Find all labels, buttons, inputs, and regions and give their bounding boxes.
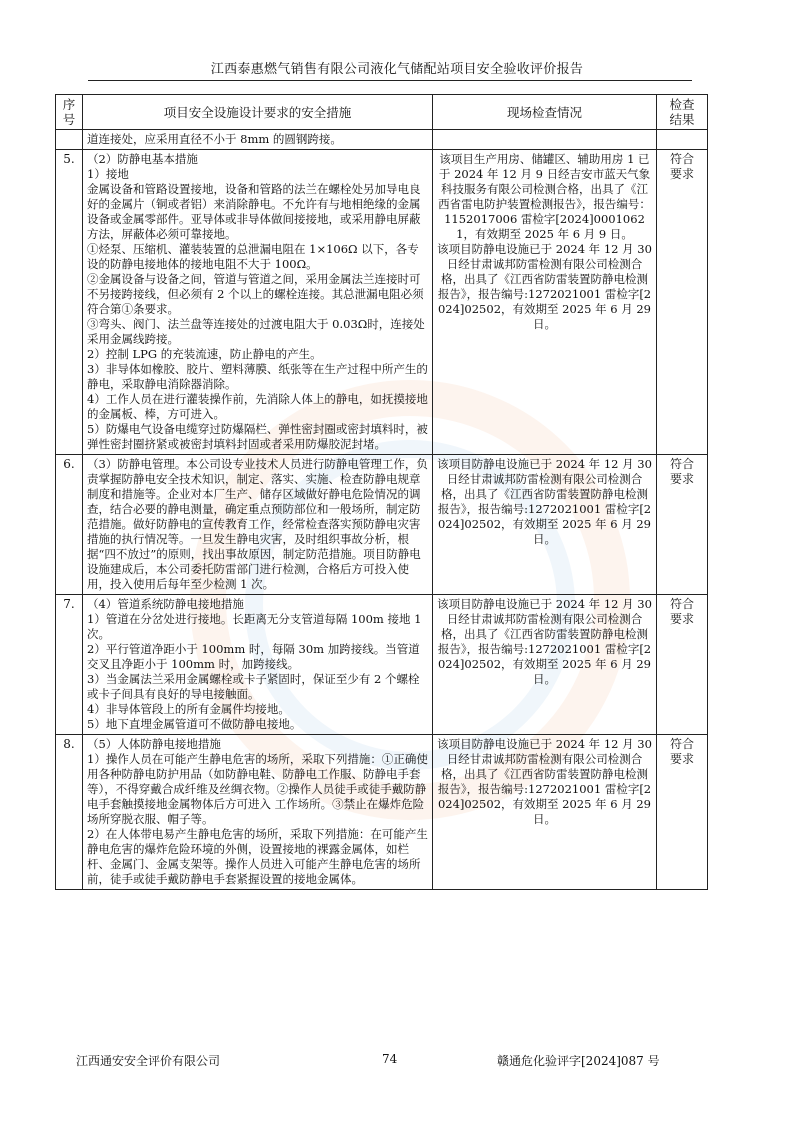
result-cell: 符合 要求	[657, 455, 708, 595]
footer-company: 江西通安安全评价有限公司	[76, 1054, 221, 1068]
header-rule	[88, 80, 692, 81]
footer-report-code: 赣通危化验评字[2024]087 号	[497, 1054, 660, 1068]
row-number: 6.	[56, 455, 83, 595]
measure-cell: （2）防静电基本措施 1）接地 金属设备和管路设置接地，设备和管路的法兰在螺栓处另加导电良好的金属片（铜或者铝）来消除静电。不允许有与地相绝缘的金属设备或金属零部件。亚导体或非导体做间接接地，或采用静电屏蔽方法，屏蔽体必须可靠接地。 ①烃泵、压缩机、灌装装置的总泄漏电阻在 1×106Ω 以下，各专设的防静电接地体的接地电阻不大于 100Ω。 ②金属设备与设备之间，管道与管道之间，采用金属法兰连接时可不另接跨接线，但必须有 2 个以上的螺栓连接。其总泄漏电阻必须符合第①条要求。 ③弯头、阀门、法兰盘等连接处的过渡电阻大于 0.03Ω时，连接处采用金属线跨接。 2）控制 LPG 的充装流速，防止静电的产生。 3）非导体如橡胶、胶片、塑料薄膜、纸张等在生产过程中所产生的静电，采取静电消除器消除。 4）工作人员在进行灌装操作前，先消除人体上的静电，如抚摸接地的金属板、棒，方可进入。 5）防爆电气设备电缆穿过防爆隔栏、弹性密封圈或密封填料时，被弹性密封圈挤紧或被密封填料封固或者采用防爆胶泥封堵。	[83, 150, 433, 455]
page-header-title: 江西泰惠燃气销售有限公司液化气储配站项目安全验收评价报告	[210, 62, 584, 77]
check-cell: 该项目生产用房、储罐区、辅助用房 1 已于 2024 年 12 月 9 日经吉安市蓝天气象科技服务有限公司检测合格，出具了《江西省雷电防护装置检测报告》，报告编号：1152017006 雷检字[2024]00010621，有效期至 2025 年 6 月 9 日。 该项目防静电设施已于 2024 年 12 月 30 日经甘肃诚邦防雷检测有限公司检测合格，出具了《江西省防雷装置防静电检测报告》，报告编号:1272021001 雷检字[2024]02502，有效期至 2025 年 6 月 29 日。	[433, 150, 657, 455]
result-cell: 符合 要求	[657, 735, 708, 890]
footer-page-number: 74	[382, 1052, 398, 1066]
check-cell: 该项目防静电设施已于 2024 年 12 月 30 日经甘肃诚邦防雷检测有限公司检测合格，出具了《江西省防雷装置防静电检测报告》，报告编号:1272021001 雷检字[2024]02502，有效期至 2025 年 6 月 29 日。	[433, 735, 657, 890]
table-row	[56, 150, 708, 455]
check-cell: 该项目防静电设施已于 2024 年 12 月 30 日经甘肃诚邦防雷检测有限公司检测合格，出具了《江西省防雷装置防静电检测报告》，报告编号:1272021001 雷检字[2024]02502，有效期至 2025 年 6 月 29 日。	[433, 455, 657, 595]
table-row-continuation	[56, 130, 708, 150]
check-cell: 该项目防静电设施已于 2024 年 12 月 30 日经甘肃诚邦防雷检测有限公司检测合格，出具了《江西省防雷装置防静电检测报告》，报告编号:1272021001 雷检字[2024]02502，有效期至 2025 年 6 月 29 日。	[433, 595, 657, 735]
result-cell: 符合 要求	[657, 150, 708, 455]
header-result: 检查 结果	[657, 95, 708, 130]
row-number: 8.	[56, 735, 83, 890]
measure-cell: （3）防静电管理。本公司设专业技术人员进行防静电管理工作，负责掌握防静电安全技术知识，制定、落实、实施、检查防静电规章制度和措施等。企业对本厂生产、储存区域做好静电危险情况的调查，结合必要的静电测量，确定重点预防部位和一般场所，制定防范措施。做好防静电的宣传教育工作，经常检查落实预防静电灾害措施的执行情况等。一旦发生静电灾害，及时组织事故分析，根据“四不放过”的原则，找出事故原因，制定防范措施。项目防静电设施建成后，本公司委托防雷部门进行检测，合格后方可投入使用，投入使用后每年至少检测 1 次。	[83, 455, 433, 595]
row-number: 5.	[56, 150, 83, 455]
measure-cell: （4）管道系统防静电接地措施 1）管道在分岔处进行接地。长距离无分支管道每隔 100m 接地 1 次。 2）平行管道净距小于 100mm 时，每隔 30m 加跨接线。当管道交叉且净距小于 100mm 时，加跨接线。 3）当金属法兰采用金属螺栓或卡子紧固时，保证至少有 2 个螺栓或卡子间具有良好的导电接触面。 4）非导体管段上的所有金属件均接地。 5）地下直埋金属管道可不做防静电接地。	[83, 595, 433, 735]
table-row	[56, 595, 708, 735]
measure-cell: （5）人体防静电接地措施 1）操作人员在可能产生静电危害的场所，采取下列措施：①正确使用各种防静电防护用品（如防静电鞋、防静电工作服、防静电手套等），不得穿戴合成纤维及丝绸衣物。②操作人员徒手或徒手戴防静电手套触摸接地金属物体后方可进入 工作场所。③禁止在爆炸危险场所穿脱衣服、帽子等。 2）在人体带电易产生静电危害的场所，采取下列措施：在可能产生静电危害的爆炸危险环境的外侧，设置接地的裸露金属体，如栏杆、金属门、金属支架等。操作人员进入可能产生静电危害的场所前，徒手或徒手戴防静电手套紧握设置的接地金属体。	[83, 735, 433, 890]
row-number: 7.	[56, 595, 83, 735]
table-header-row	[56, 95, 708, 130]
header-check: 现场检查情况	[433, 95, 657, 130]
table-row	[56, 735, 708, 890]
continuation-text: 道连接处，应采用直径不小于 8mm 的圆钢跨接。	[83, 130, 433, 150]
result-cell: 符合 要求	[657, 595, 708, 735]
table-row	[56, 455, 708, 595]
safety-measures-table	[55, 94, 708, 890]
header-measure: 项目安全设施设计要求的安全措施	[83, 95, 433, 130]
header-no: 序 号	[56, 95, 83, 130]
